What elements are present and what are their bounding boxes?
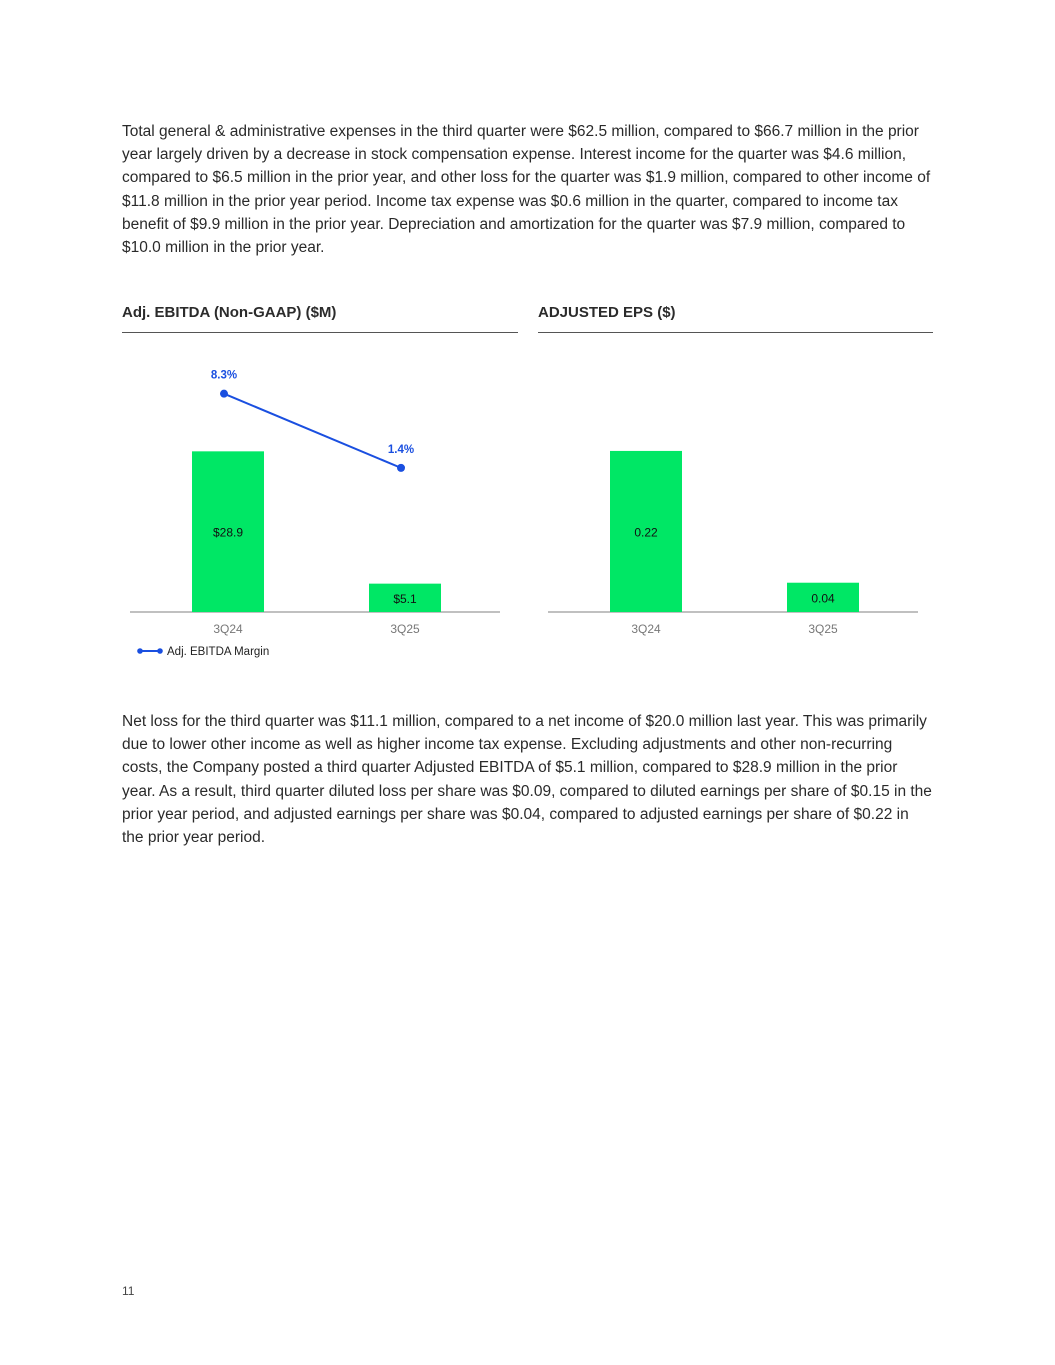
ebitda-chart bbox=[122, 370, 522, 670]
legend-dot-icon bbox=[137, 648, 143, 654]
margin-point bbox=[397, 464, 405, 472]
eps-chart-title: ADJUSTED EPS ($) bbox=[538, 304, 676, 321]
bar-value-label: 0.22 bbox=[634, 525, 658, 540]
eps-title-rule bbox=[538, 332, 933, 333]
x-tick-label: 3Q25 bbox=[390, 622, 420, 636]
x-tick-label: 3Q24 bbox=[213, 622, 243, 636]
paragraph-g-and-a-expenses: Total general & administrative expenses in the third quarter were $62.5 million, compared to $66.7 million in the prior year largely driven by a decrease in stock compensation expense. Interest income for the quarter was $4.6 million, compared to $6.5 million in the prior year, and other loss for the quarter was $1.9 million, compared to other income of $11.8 million in the prior year period. Income tax expense was $0.6 million in the quarter, compared to income tax benefit of $9.9 million in the prior year. Depreciation and amortization for the quarter was $7.9 million, compared to $10.0 million in the prior year. bbox=[122, 123, 931, 257]
margin-label: 1.4% bbox=[387, 443, 415, 456]
bar-value-label: $5.1 bbox=[393, 591, 417, 606]
margin-label: 8.3% bbox=[210, 369, 238, 382]
legend-label: Adj. EBITDA Margin bbox=[167, 646, 270, 658]
paragraph-net-loss: Net loss for the third quarter was $11.1 million, compared to a net income of $20.0 million last year. This was primarily due to lower other income as well as higher income tax expense. Excluding adjustments and other non-recurring costs, the Company posted a third quarter Adjusted EBITDA of $5.1 million, compared to $28.9 million in the prior year. As a result, third quarter diluted loss per share was $0.09, compared to diluted earnings per share of $0.15 in the prior year period, and adjusted earnings per share was $0.04, compared to adjusted earnings per share of $0.22 in the prior year period. bbox=[122, 713, 932, 847]
bar-value-label: 0.04 bbox=[811, 591, 835, 606]
x-tick-label: 3Q24 bbox=[631, 622, 661, 636]
ebitda-title-rule bbox=[122, 332, 518, 333]
bar-value-label: $28.9 bbox=[212, 525, 244, 540]
eps-chart bbox=[540, 370, 940, 670]
page-number: 11 bbox=[122, 1284, 135, 1298]
legend-dot-icon bbox=[157, 648, 163, 654]
margin-point bbox=[220, 390, 228, 398]
x-tick-label: 3Q25 bbox=[808, 622, 838, 636]
ebitda-chart-title: Adj. EBITDA (Non-GAAP) ($M) bbox=[122, 304, 337, 321]
